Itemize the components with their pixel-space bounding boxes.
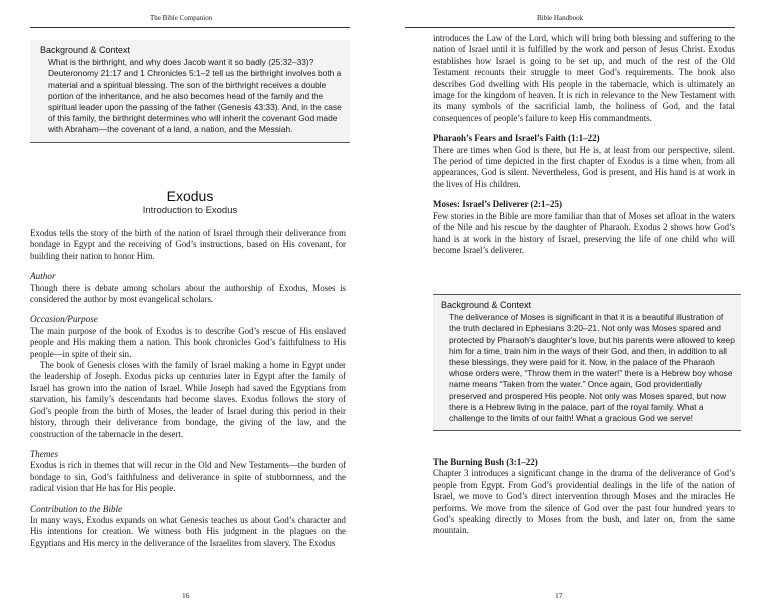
header-rule <box>405 27 735 28</box>
author-heading: Author <box>30 271 56 282</box>
sidebar-text: What is the birthright, and why does Jacob want it so badly (25:32–33)? Deuteronomy 21:17 and 1 Chronicles 5:1–2 tell us the birthright involves both a material and a spiritual blessing. The son of the birthright receives a double portion of the inheritance, and he also becomes head of the family and the spiritual leader upon the passing of the father (Genesis 43:33). And, in the case of this family, the birthright determines who will inherit the covenant God made with Abraham—the covenant of a land, a nation, and the Messiah. <box>48 57 342 135</box>
header-rule <box>30 27 350 28</box>
background-context-sidebar <box>30 40 350 143</box>
themes-paragraph: Exodus is rich in themes that will recur in the Old and New Testaments—the burden of bondage to sin, God’s faithfulness and deliverance in spite of stubbornness, and the radical vision that He has for His people. <box>30 460 346 494</box>
sidebar-heading: Background & Context <box>40 45 131 55</box>
purpose-paragraph: The main purpose of the book of Exodus is to describe God’s rescue of His enslaved people and His making them a nation. This book chronicles God’s faithfulness to His people—in spite of their sin. <box>30 325 346 359</box>
right-page <box>387 0 774 612</box>
section-heading: The Burning Bush (3:1–22) <box>433 457 538 467</box>
themes-heading: Themes <box>30 448 59 459</box>
contribution-heading: Contribution to the Bible <box>30 503 123 514</box>
section-paragraph: Few stories in the Bible are more familiar than that of Moses set afloat in the waters of the Nile and his rescue by the daughter of Pharaoh. Exodus 2 shows how God’s hand is at work in the history of Israel, preserving the life of one child who will become Israel’s deliverer. <box>433 210 735 255</box>
purpose-paragraph-2: The book of Genesis closes with the family of Israel making a home in Egypt under the leadership of Joseph. Exodus picks up centuries later in Egypt after the family of Israel has grown into the nation of Israel. While Joseph had saved the Egyptians from starvation, his family’s descendants had become slaves. Exodus follows the story of God’s people from the birth of Moses, the leader of Israel during this period in their history, through their deliverance from bondage, the giving of the law, and the construction of the tabernacle in the desert. <box>30 360 346 439</box>
page-number: 17 <box>555 591 563 600</box>
body-text-bottom <box>433 457 735 537</box>
sidebar-text: The deliverance of Moses is significant in that it is a beautiful illustration of the truth declared in Ephesians 3:20–21. Not only was Moses spared and protected by Pharaoh’s daughter’s love, but his parents were allowed to keep him for a time, train him in the ways of their God, and then, in addition to all these blessings, they were paid for it. Now, in the palace of the Pharaoh whose orders were, “Throw them in the water!” there is a Hebrew boy whose name means “Taken from the water.” Once again, God providentially preserved and prospered His people. Not only was Moses spared, but now there is a Hebrew living in the palace, part of the royal family. What a challenge to the limits of our faith! What a gracious God we serve! <box>449 312 735 424</box>
continuation-paragraph: introduces the Law of the Lord, which will bring both blessing and suffering to the nation of Israel until it is fulfilled by the work and person of Jesus Christ. Exodus establishes how Israel is going to be set up, and much of the rest of the Old Testament recounts their struggle to meet God’s requirements. The book also describes God dwelling with His people in the tabernacle, which is ultimately an image for the kingdom of heaven. It is rich in relevance to the New Testament with its many symbols of the sacrificial lamb, the holiness of God, and the fatal consequences of people’s failure to keep His commandments. <box>433 33 735 123</box>
intro-paragraph: Exodus tells the story of the birth of the nation of Israel through their deliverance from bondage in Egypt and the receiving of God’s instructions, based on His covenant, for building their nation to honor Him. <box>30 228 346 261</box>
section-paragraph: Chapter 3 introduces a significant change in the drama of the deliverance of God’s people from Egypt. From God’s providential dealings in the life of the nation of Israel, we move to God’s direct intervention through Moses and the miracles He performs. We move from the silence of God over the past four hundred years to God’s speaking directly to Moses from the bush, and later on, from the same mountain. <box>433 468 735 536</box>
section-paragraph: There are times when God is there, but He is, at least from our perspective, silent. The period of time depicted in the first chapter of Exodus is a time when, from all appearances, God is silent. Nevertheless, God is present, and His hand is at work in the lives of His children. <box>433 144 735 189</box>
page-number: 16 <box>182 591 190 600</box>
body-text <box>30 228 346 549</box>
body-text-top <box>433 33 735 256</box>
section-heading: Pharaoh’s Fears and Israel’s Faith (1:1–22) <box>433 133 600 144</box>
chapter-subtitle: Introduction to Exodus <box>142 205 238 216</box>
purpose-heading: Occasion/Purpose <box>30 314 98 325</box>
section-heading: Moses: Israel’s Deliverer (2:1–25) <box>433 199 563 210</box>
contribution-paragraph: In many ways, Exodus expands on what Genesis teaches us about God’s character and His intentions for creation. We witness both His judgment in the plagues on the Egyptians and His mercy in the deliverance of the Israelites from slavery. The Exodus <box>30 514 346 548</box>
sidebar-heading: Background & Context <box>441 300 532 310</box>
chapter-title: Exodus <box>166 188 214 204</box>
running-head: Bible Handbook <box>537 14 584 22</box>
author-paragraph: Though there is debate among scholars about the authorship of Exodus, Moses is considered the author by most evangelical scholars. <box>30 282 346 305</box>
running-head: The Bible Companion <box>150 14 213 22</box>
background-context-sidebar <box>433 294 741 431</box>
